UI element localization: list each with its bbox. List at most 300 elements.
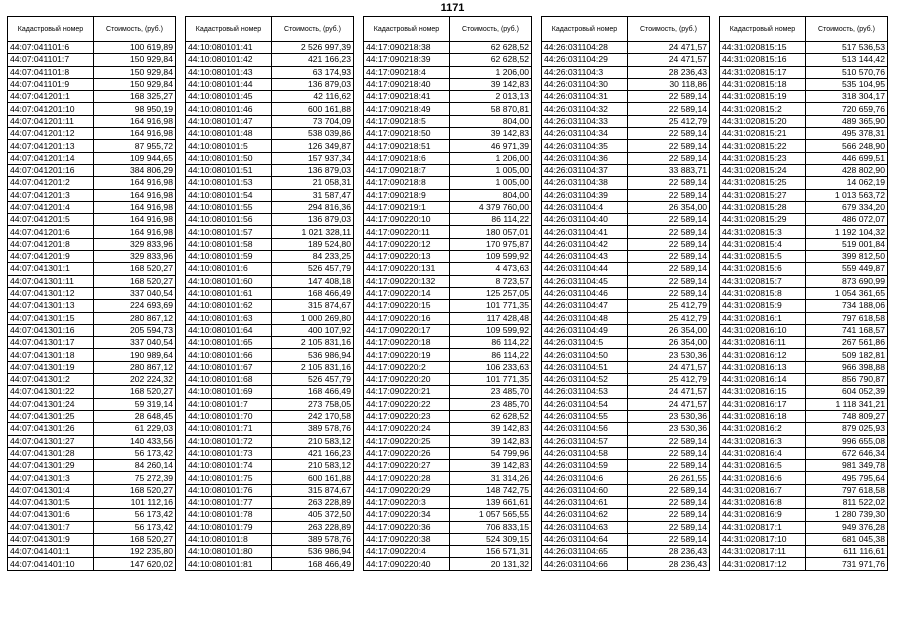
cadastral-number: 44:26:031104:62 (542, 509, 628, 521)
cost-value: 604 052,39 (806, 386, 888, 398)
cadastral-number: 44:26:031104:29 (542, 54, 628, 66)
cost-value: 147 620,02 (94, 558, 176, 570)
table-row (720, 177, 888, 189)
table-row (364, 484, 532, 496)
cost-table-3 (363, 16, 532, 571)
cost-value: 748 809,27 (806, 410, 888, 422)
cost-value: 600 161,88 (272, 103, 354, 115)
cadastral-number: 44:07:041301:26 (8, 423, 94, 435)
table-row (720, 398, 888, 410)
cost-value: 84 260,14 (94, 460, 176, 472)
table-row (364, 140, 532, 152)
cost-value: 170 975,87 (450, 238, 532, 250)
cost-value: 28 236,43 (628, 558, 710, 570)
cadastral-number: 44:10:080101:70 (186, 410, 272, 422)
table-row (364, 349, 532, 361)
table-row (364, 103, 532, 115)
cost-value: 267 561,86 (806, 337, 888, 349)
table-row (364, 423, 532, 435)
table-row (8, 509, 176, 521)
table-row (720, 361, 888, 373)
cadastral-number: 44:26:031104:31 (542, 91, 628, 103)
cadastral-number: 44:26:031104:56 (542, 423, 628, 435)
cost-value: 966 398,88 (806, 361, 888, 373)
cost-value: 31 587,47 (272, 189, 354, 201)
cadastral-number: 44:17:090220:10 (364, 214, 450, 226)
cost-value: 100 619,89 (94, 42, 176, 54)
cost-value: 400 107,92 (272, 324, 354, 336)
cost-value: 109 599,92 (450, 324, 532, 336)
table-row (8, 128, 176, 140)
table-row (364, 546, 532, 558)
cadastral-number: 44:07:041301:19 (8, 361, 94, 373)
cost-value: 210 583,12 (272, 435, 354, 447)
page-number: 1171 (440, 2, 465, 14)
cadastral-number: 44:31:020815:25 (720, 177, 806, 189)
table-row (720, 140, 888, 152)
table-row (720, 324, 888, 336)
table-row (720, 521, 888, 533)
cost-value: 26 354,00 (628, 324, 710, 336)
cadastral-number: 44:10:080101:62 (186, 300, 272, 312)
cost-value: 168 520,27 (94, 533, 176, 545)
table-row (720, 312, 888, 324)
cost-value: 1 021 328,11 (272, 226, 354, 238)
table-row (186, 386, 354, 398)
cadastral-number: 44:07:041201:4 (8, 201, 94, 213)
table-row (542, 324, 710, 336)
cadastral-number: 44:17:090220:22 (364, 398, 450, 410)
table-row (542, 300, 710, 312)
cost-value: 61 229,03 (94, 423, 176, 435)
table-row (186, 103, 354, 115)
cost-value: 87 955,72 (94, 140, 176, 152)
cost-value: 136 879,03 (272, 214, 354, 226)
table-row (720, 337, 888, 349)
header-cadastral-number: Кадастровый номер (8, 17, 94, 42)
cadastral-number: 44:26:031104:57 (542, 435, 628, 447)
cadastral-number: 44:07:041401:10 (8, 558, 94, 570)
table-row (542, 509, 710, 521)
cadastral-number: 44:07:041201:13 (8, 140, 94, 152)
cost-value: 39 142,83 (450, 78, 532, 90)
cadastral-number: 44:26:031104:34 (542, 128, 628, 140)
cadastral-number: 44:07:041301:29 (8, 460, 94, 472)
table-row (720, 251, 888, 263)
cadastral-number: 44:26:031104:37 (542, 164, 628, 176)
cadastral-number: 44:26:031104:52 (542, 374, 628, 386)
cost-value: 168 466,49 (272, 558, 354, 570)
table-row (542, 361, 710, 373)
cadastral-number: 44:31:020815:21 (720, 128, 806, 140)
cost-value: 23 485,70 (450, 386, 532, 398)
cadastral-number: 44:26:031104:4 (542, 201, 628, 213)
cadastral-number: 44:26:031104:45 (542, 275, 628, 287)
table-row (186, 496, 354, 508)
table-row (720, 103, 888, 115)
cadastral-number: 44:10:080101:69 (186, 386, 272, 398)
cadastral-number: 44:10:080101:45 (186, 91, 272, 103)
table-row (8, 54, 176, 66)
cadastral-number: 44:17:090220:34 (364, 509, 450, 521)
table-row (8, 484, 176, 496)
cadastral-number: 44:26:031104:47 (542, 300, 628, 312)
cost-value: 109 599,92 (450, 251, 532, 263)
table-row (542, 533, 710, 545)
table-row (8, 460, 176, 472)
header-cost: Стоимость, (руб.) (94, 17, 176, 42)
cadastral-number: 44:07:041301:1 (8, 263, 94, 275)
cost-value: 679 334,20 (806, 201, 888, 213)
table-row (186, 447, 354, 459)
cost-value: 168 325,27 (94, 91, 176, 103)
cost-value: 1 005,00 (450, 177, 532, 189)
cadastral-number: 44:26:031104:54 (542, 398, 628, 410)
cost-value: 63 174,93 (272, 66, 354, 78)
cost-value: 879 025,93 (806, 423, 888, 435)
table-row (364, 164, 532, 176)
cost-value: 117 428,48 (450, 312, 532, 324)
header-cost: Стоимость, (руб.) (450, 17, 532, 42)
table-row (364, 460, 532, 472)
cost-value: 446 699,51 (806, 152, 888, 164)
cost-value: 22 589,14 (628, 189, 710, 201)
cadastral-number: 44:31:020815:7 (720, 275, 806, 287)
table-row (720, 66, 888, 78)
cost-value: 14 062,19 (806, 177, 888, 189)
table-row (8, 324, 176, 336)
cadastral-number: 44:17:090220:132 (364, 275, 450, 287)
cost-value: 101 112,16 (94, 496, 176, 508)
cadastral-number: 44:07:041301:24 (8, 398, 94, 410)
cost-value: 2 526 997,39 (272, 42, 354, 54)
cost-value: 421 166,23 (272, 54, 354, 66)
cost-value: 263 228,89 (272, 521, 354, 533)
table-row (542, 103, 710, 115)
cadastral-number: 44:26:031104:44 (542, 263, 628, 275)
cost-value: 101 771,35 (450, 300, 532, 312)
cost-value: 224 693,69 (94, 300, 176, 312)
cadastral-number: 44:31:020816:5 (720, 460, 806, 472)
cadastral-number: 44:10:080101:81 (186, 558, 272, 570)
cadastral-number: 44:17:090218:49 (364, 103, 450, 115)
table-row (364, 287, 532, 299)
table-row (186, 263, 354, 275)
cadastral-number: 44:07:041201:11 (8, 115, 94, 127)
table-row (542, 214, 710, 226)
table-row (720, 546, 888, 558)
cadastral-number: 44:17:090220:25 (364, 435, 450, 447)
table-row (720, 300, 888, 312)
cadastral-number: 44:07:041201:5 (8, 214, 94, 226)
table-row (364, 361, 532, 373)
table-row (720, 238, 888, 250)
cadastral-number: 44:31:020816:18 (720, 410, 806, 422)
cost-value: 28 236,43 (628, 66, 710, 78)
cost-value: 22 589,14 (628, 533, 710, 545)
cadastral-number: 44:10:080101:76 (186, 484, 272, 496)
cost-value: 318 304,17 (806, 91, 888, 103)
cadastral-number: 44:10:080101:78 (186, 509, 272, 521)
table-row (186, 546, 354, 558)
cadastral-number: 44:26:031104:32 (542, 103, 628, 115)
cost-value: 421 166,23 (272, 447, 354, 459)
table-row (720, 447, 888, 459)
cost-value: 148 742,75 (450, 484, 532, 496)
table-row (186, 54, 354, 66)
cost-value: 510 570,76 (806, 66, 888, 78)
cost-value: 509 182,81 (806, 349, 888, 361)
cost-value: 56 173,42 (94, 447, 176, 459)
cadastral-number: 44:17:090220:13 (364, 251, 450, 263)
cadastral-number: 44:26:031104:49 (542, 324, 628, 336)
table-row (364, 177, 532, 189)
table-row (8, 349, 176, 361)
table-row (186, 66, 354, 78)
cost-value: 1 005,00 (450, 164, 532, 176)
cost-value: 22 589,14 (628, 91, 710, 103)
cadastral-number: 44:26:031104:61 (542, 496, 628, 508)
cost-value: 526 457,79 (272, 374, 354, 386)
cost-table-4 (541, 16, 710, 571)
cost-value: 39 142,83 (450, 423, 532, 435)
cost-value: 981 349,78 (806, 460, 888, 472)
cost-value: 24 471,57 (628, 361, 710, 373)
cadastral-number: 44:10:080101:73 (186, 447, 272, 459)
cadastral-number: 44:07:041201:16 (8, 164, 94, 176)
table-row (364, 275, 532, 287)
cadastral-number: 44:10:080101:64 (186, 324, 272, 336)
cadastral-number: 44:26:031104:41 (542, 226, 628, 238)
table-row (720, 42, 888, 54)
table-row (186, 337, 354, 349)
cost-value: 150 929,84 (94, 78, 176, 90)
cadastral-number: 44:31:020815:16 (720, 54, 806, 66)
cadastral-number: 44:07:041401:1 (8, 546, 94, 558)
header-cadastral-number: Кадастровый номер (186, 17, 272, 42)
table-row (720, 410, 888, 422)
cost-value: 109 944,65 (94, 152, 176, 164)
cost-value: 25 412,79 (628, 115, 710, 127)
table-row (8, 398, 176, 410)
table-row (186, 78, 354, 90)
cadastral-number: 44:26:031104:48 (542, 312, 628, 324)
table-row (186, 226, 354, 238)
cadastral-number: 44:10:080101:7 (186, 398, 272, 410)
table-row (186, 275, 354, 287)
table-row (186, 423, 354, 435)
cost-value: 54 799,96 (450, 447, 532, 459)
cost-value: 190 989,64 (94, 349, 176, 361)
table-row (186, 312, 354, 324)
table-row (364, 374, 532, 386)
cadastral-number: 44:26:031104:53 (542, 386, 628, 398)
table-row (720, 496, 888, 508)
cost-value: 513 144,42 (806, 54, 888, 66)
cadastral-number: 44:31:020817:10 (720, 533, 806, 545)
table-row (186, 349, 354, 361)
table-row (542, 558, 710, 570)
cost-value: 4 379 760,00 (450, 201, 532, 213)
table-row (364, 201, 532, 213)
table-row (720, 263, 888, 275)
table-row (364, 386, 532, 398)
cadastral-number: 44:07:041101:9 (8, 78, 94, 90)
cost-value: 22 589,14 (628, 287, 710, 299)
table-row (720, 78, 888, 90)
table-row (720, 386, 888, 398)
cadastral-number: 44:31:020815:2 (720, 103, 806, 115)
cadastral-number: 44:10:080101:55 (186, 201, 272, 213)
cost-value: 164 916,98 (94, 214, 176, 226)
cadastral-number: 44:10:080101:50 (186, 152, 272, 164)
cost-value: 26 261,55 (628, 472, 710, 484)
table-row (186, 460, 354, 472)
table-row (364, 521, 532, 533)
cost-value: 168 520,27 (94, 484, 176, 496)
cadastral-number: 44:26:031104:59 (542, 460, 628, 472)
table-row (542, 201, 710, 213)
cadastral-number: 44:10:080101:65 (186, 337, 272, 349)
table-row (542, 374, 710, 386)
table-row (186, 300, 354, 312)
cadastral-tables (7, 16, 888, 571)
cadastral-number: 44:10:080101:54 (186, 189, 272, 201)
cost-value: 157 937,34 (272, 152, 354, 164)
cost-value: 86 114,22 (450, 349, 532, 361)
cost-value: 147 408,18 (272, 275, 354, 287)
table-row (364, 91, 532, 103)
table-row (8, 66, 176, 78)
cadastral-number: 44:17:090218:41 (364, 91, 450, 103)
table-row (8, 374, 176, 386)
cost-value: 706 833,15 (450, 521, 532, 533)
cadastral-number: 44:31:020816:10 (720, 324, 806, 336)
table-row (8, 435, 176, 447)
cost-value: 106 233,63 (450, 361, 532, 373)
cost-value: 22 589,14 (628, 484, 710, 496)
cadastral-number: 44:17:090218:50 (364, 128, 450, 140)
cadastral-number: 44:31:020815:5 (720, 251, 806, 263)
cost-value: 136 879,03 (272, 78, 354, 90)
cost-value: 856 790,87 (806, 374, 888, 386)
cadastral-number: 44:31:020816:13 (720, 361, 806, 373)
table-row (542, 115, 710, 127)
cost-value: 428 802,90 (806, 164, 888, 176)
cost-value: 389 578,76 (272, 423, 354, 435)
cadastral-number: 44:26:031104:66 (542, 558, 628, 570)
cost-value: 315 874,67 (272, 300, 354, 312)
cadastral-number: 44:31:020815:4 (720, 238, 806, 250)
cost-value: 22 589,14 (628, 238, 710, 250)
table-row (8, 238, 176, 250)
cadastral-number: 44:17:090220:27 (364, 460, 450, 472)
cadastral-number: 44:07:041301:11 (8, 275, 94, 287)
cadastral-number: 44:17:090219:1 (364, 201, 450, 213)
cost-value: 535 104,95 (806, 78, 888, 90)
cadastral-number: 44:17:090218:9 (364, 189, 450, 201)
cadastral-number: 44:31:020815:27 (720, 189, 806, 201)
cost-value: 536 986,94 (272, 349, 354, 361)
cost-value: 242 170,58 (272, 410, 354, 422)
table-row (8, 140, 176, 152)
table-row (720, 287, 888, 299)
table-row (8, 226, 176, 238)
table-row (8, 300, 176, 312)
cadastral-number: 44:26:031104:51 (542, 361, 628, 373)
cadastral-number: 44:31:020816:15 (720, 386, 806, 398)
cost-value: 1 000 269,80 (272, 312, 354, 324)
cadastral-number: 44:31:020815:15 (720, 42, 806, 54)
cost-value: 22 589,14 (628, 521, 710, 533)
cost-value: 84 233,25 (272, 251, 354, 263)
table-row (542, 386, 710, 398)
cadastral-number: 44:31:020816:11 (720, 337, 806, 349)
table-row (8, 214, 176, 226)
cost-value: 8 723,57 (450, 275, 532, 287)
table-row (542, 91, 710, 103)
cost-value: 22 589,14 (628, 251, 710, 263)
cost-value: 804,00 (450, 115, 532, 127)
cadastral-number: 44:17:090218:40 (364, 78, 450, 90)
table-row (8, 201, 176, 213)
table-row (542, 263, 710, 275)
table-row (720, 349, 888, 361)
table-row (542, 128, 710, 140)
cadastral-number: 44:10:080101:77 (186, 496, 272, 508)
cadastral-number: 44:17:090220:36 (364, 521, 450, 533)
table-row (720, 115, 888, 127)
table-row (364, 312, 532, 324)
cadastral-number: 44:31:020815:18 (720, 78, 806, 90)
table-row (186, 251, 354, 263)
cost-value: 1 057 565,55 (450, 509, 532, 521)
cadastral-number: 44:10:080101:57 (186, 226, 272, 238)
cadastral-number: 44:10:080101:61 (186, 287, 272, 299)
cadastral-number: 44:31:020815:28 (720, 201, 806, 213)
table-row (364, 435, 532, 447)
table-row (186, 91, 354, 103)
table-row (186, 484, 354, 496)
cadastral-number: 44:17:090220:23 (364, 410, 450, 422)
table-row (542, 189, 710, 201)
cadastral-number: 44:17:090220:40 (364, 558, 450, 570)
cost-value: 315 874,67 (272, 484, 354, 496)
cost-value: 22 589,14 (628, 275, 710, 287)
table-row (8, 263, 176, 275)
cadastral-number: 44:10:080101:6 (186, 263, 272, 275)
table-row (8, 410, 176, 422)
table-row (8, 275, 176, 287)
cost-value: 22 589,14 (628, 509, 710, 521)
cadastral-number: 44:31:020816:12 (720, 349, 806, 361)
cost-value: 22 589,14 (628, 263, 710, 275)
cadastral-number: 44:07:041101:6 (8, 42, 94, 54)
cost-value: 62 628,52 (450, 42, 532, 54)
cadastral-number: 44:07:041301:16 (8, 324, 94, 336)
cadastral-number: 44:26:031104:39 (542, 189, 628, 201)
table-row (542, 423, 710, 435)
cadastral-number: 44:26:031104:65 (542, 546, 628, 558)
cadastral-number: 44:26:031104:43 (542, 251, 628, 263)
cost-value: 294 816,36 (272, 201, 354, 213)
cost-value: 4 473,63 (450, 263, 532, 275)
cadastral-number: 44:17:090218:6 (364, 152, 450, 164)
cost-value: 23 530,36 (628, 349, 710, 361)
table-row (186, 115, 354, 127)
cadastral-number: 44:31:020816:17 (720, 398, 806, 410)
cadastral-number: 44:17:090220:4 (364, 546, 450, 558)
